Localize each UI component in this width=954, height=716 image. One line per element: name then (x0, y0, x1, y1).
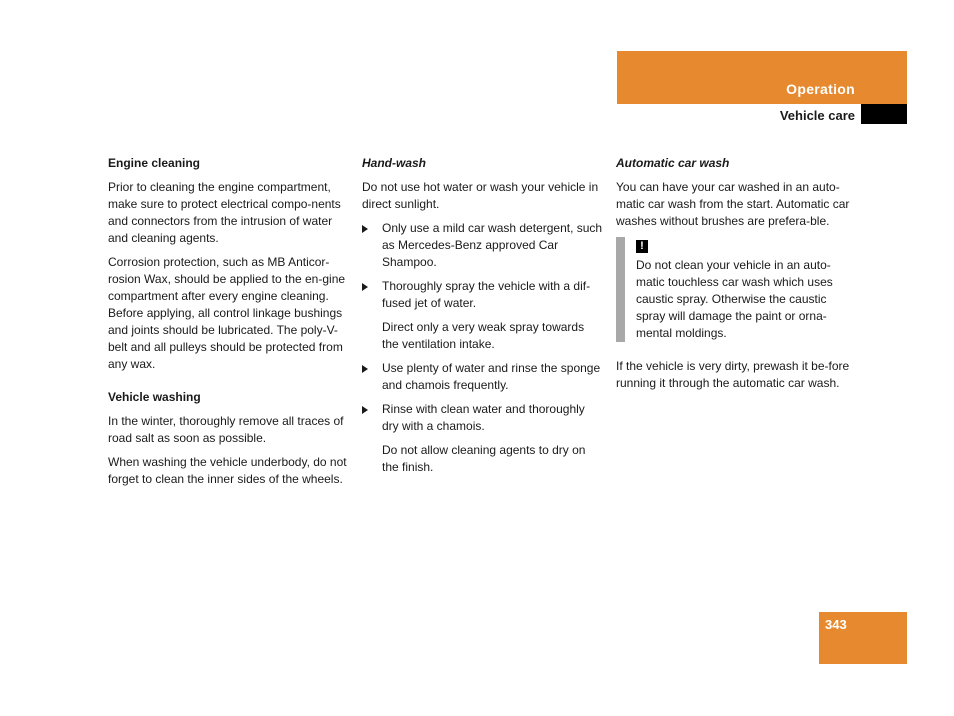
automatic-car-wash-paragraph-1: You can have your car washed in an auto-matic car wash from the start. Automatic car washes without brushes are prefera-ble. (616, 180, 850, 228)
engine-cleaning-heading: Engine cleaning (108, 156, 201, 170)
hand-wash-heading: Hand-wash (362, 156, 427, 170)
subsection-header (617, 104, 907, 125)
section-title: Operation (786, 81, 855, 97)
hand-wash-intro: Do not use hot water or wash your vehicle in direct sunlight. (362, 180, 599, 211)
triangle-bullet-icon (362, 365, 368, 373)
list-item: Use plenty of water and rinse the sponge and chamois frequently. (362, 360, 604, 394)
page-number-box (819, 612, 907, 664)
thumb-tab-marker (861, 104, 907, 124)
triangle-bullet-icon (362, 406, 368, 414)
subsection-title: Vehicle care (779, 108, 855, 123)
page-number: 343 (825, 617, 847, 632)
triangle-bullet-icon (362, 225, 368, 233)
vehicle-washing-heading: Vehicle washing (108, 390, 201, 404)
list-item: Thoroughly spray the vehicle with a dif-fused jet of water. (362, 278, 604, 312)
list-item: Rinse with clean water and thoroughly dry with a chamois. (362, 401, 604, 435)
section-header (617, 51, 907, 104)
triangle-bullet-icon (362, 283, 368, 291)
warning-box (616, 237, 856, 342)
engine-cleaning-paragraph-1: Prior to cleaning the engine compartment, make sure to protect electrical compo-nents and connectors from the intrusion of water and cleaning agents. (108, 180, 341, 245)
automatic-car-wash-paragraph-2: If the vehicle is very dirty, prewash it be-fore running it through the automatic car wash. (616, 359, 850, 390)
column-hand-wash (362, 155, 604, 483)
list-item: Only use a mild car wash detergent, such as Mercedes-Benz approved Car Shampoo. (362, 220, 604, 271)
list-item-note: Direct only a very weak spray towards the ventilation intake. (382, 320, 585, 351)
warning-side-bar (616, 237, 625, 342)
engine-cleaning-paragraph-2: Corrosion protection, such as MB Anticor-rosion Wax, should be applied to the en-gine compartment after every engine cleaning. Before applying, all control linkage bushings and joints should be lubricated. The poly-V-belt and all pulleys should be protected from any wax. (108, 255, 346, 371)
vehicle-washing-paragraph-2: When washing the vehicle underbody, do not forget to clean the inner sides of the wheels. (108, 455, 347, 486)
column-automatic-car-wash (616, 155, 856, 399)
list-item-note: Do not allow cleaning agents to dry on the finish. (382, 443, 586, 474)
warning-text: Do not clean your vehicle in an auto-matic touchless car wash which uses caustic spray. Otherwise the caustic spray will damage the paint or orna-mental moldings. (636, 258, 833, 340)
exclamation-icon: ! (636, 240, 648, 253)
vehicle-washing-paragraph-1: In the winter, thoroughly remove all traces of road salt as soon as possible. (108, 414, 344, 445)
column-engine-and-washing (108, 155, 348, 495)
automatic-car-wash-heading: Automatic car wash (616, 156, 730, 170)
